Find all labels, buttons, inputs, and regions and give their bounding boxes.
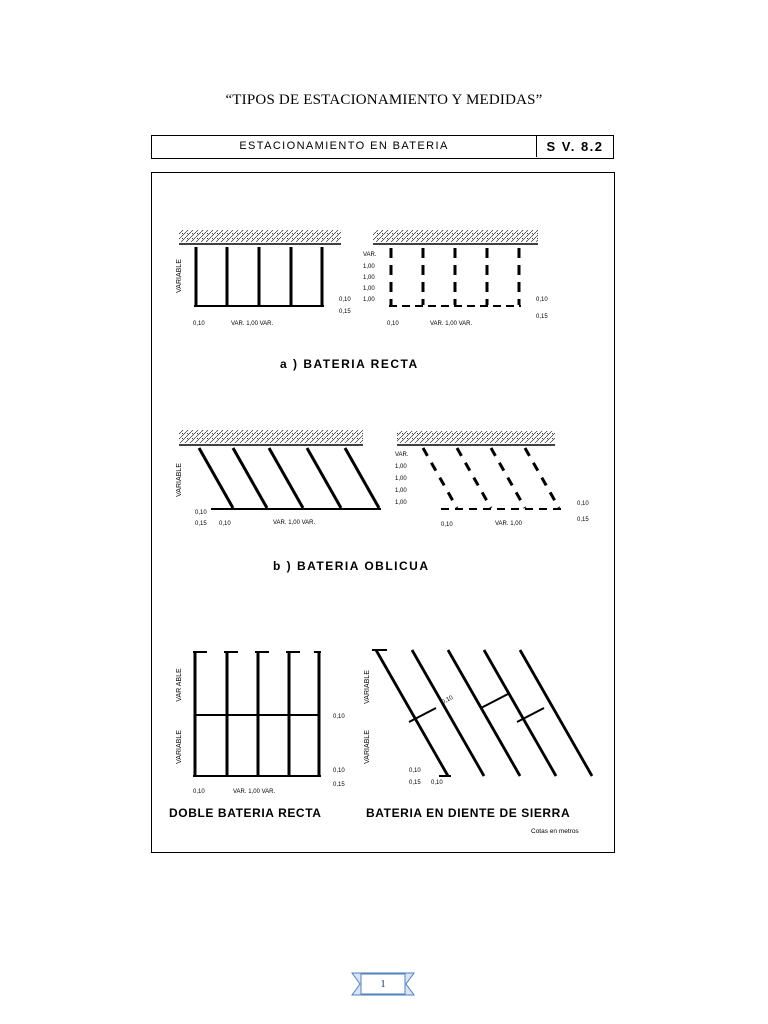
dim-label: 1,00 (395, 476, 407, 482)
stall-line (520, 650, 592, 776)
stall-line (233, 448, 267, 508)
recta-left-diagram (176, 230, 351, 327)
stall-line (412, 650, 484, 776)
stall-line (484, 650, 556, 776)
stall-line (307, 448, 341, 508)
dim-label: 1,00 (363, 275, 375, 281)
dim-label: 0,10 (219, 521, 231, 527)
dim-label: 0,15 (339, 309, 351, 315)
sheet-code: S V. 8.2 (546, 139, 604, 154)
dim-label: 1,00 (363, 297, 375, 303)
curb-hatch (179, 230, 341, 242)
dim-label: 0,15 (333, 782, 345, 788)
doble-diagram (176, 652, 345, 795)
dim-label: 0,15 (409, 780, 421, 786)
dim-label: 0,10 (195, 510, 207, 516)
caption-doble: DOBLE BATERIA RECTA (169, 806, 322, 820)
dim-var-able: VAR ABLE (176, 668, 183, 702)
stall-line (269, 448, 303, 508)
dim-label: 0,10 (577, 501, 589, 507)
dim-label: 0,15 (195, 521, 207, 527)
stall-line (345, 448, 379, 508)
tooth-divider (481, 694, 508, 708)
sheet-header-title: ESTACIONAMIENTO EN BATERIA (152, 136, 537, 157)
curb-hatch (397, 431, 555, 443)
dim-bottom: VAR. 1,00 VAR. (231, 321, 274, 327)
dim-label: 0,10 (387, 321, 399, 327)
oblicua-right-diagram (395, 431, 589, 528)
dim-label: 0,10 (193, 789, 205, 795)
stall-line-dashed (525, 448, 559, 508)
dim-label: 0,10 (536, 297, 548, 303)
dim-label: 1,00 (363, 264, 375, 270)
sierra-diagram (364, 650, 592, 786)
dim-label: 0,10 (333, 768, 345, 774)
parking-drawing (151, 172, 615, 853)
dim-label: 1,00 (395, 500, 407, 506)
dim-label: 0,10 (339, 297, 351, 303)
dim-label: 0,10 (441, 522, 453, 528)
dim-label: VAR. (363, 252, 377, 258)
dim-label: 1,00 (363, 286, 375, 292)
dim-variable-top: VARIABLE (364, 670, 371, 704)
dim-label: 1,00 (395, 488, 407, 494)
document-title: “TIPOS DE ESTACIONAMIENTO Y MEDIDAS” (225, 92, 543, 108)
dim-label: 0,10 (441, 694, 455, 706)
curb-hatch (373, 230, 538, 242)
dim-bottom: VAR. 1,00 VAR. (273, 520, 316, 526)
dim-label: 0,10 (431, 780, 443, 786)
dim-label: 1,00 (395, 464, 407, 470)
curb-hatch (179, 430, 363, 443)
stall-line-dashed (423, 448, 457, 508)
stall-line (199, 448, 233, 508)
oblicua-left-diagram (176, 430, 381, 527)
dim-bottom: VAR. 1,00 VAR. (233, 789, 276, 795)
dim-variable: VARIABLE (176, 463, 183, 497)
page-number: 1 (380, 978, 386, 990)
stall-line-dashed (491, 448, 525, 508)
dim-label: 0,10 (409, 768, 421, 774)
dim-variable-bottom: VARIABLE (364, 730, 371, 764)
units-note: Cotas en metros (531, 828, 579, 835)
stall-line (376, 650, 448, 776)
stall-line-dashed (457, 448, 491, 508)
dim-label: 0,10 (333, 714, 345, 720)
dim-label: 0,15 (536, 314, 548, 320)
stall-line (448, 650, 520, 776)
dim-variable: VARIABLE (176, 730, 183, 764)
caption-sierra: BATERIA EN DIENTE DE SIERRA (366, 806, 571, 820)
caption-recta: a ) BATERIA RECTA (280, 357, 419, 371)
sheet-header (151, 135, 614, 159)
dim-label: 0,10 (193, 321, 205, 327)
dim-label: 0,15 (577, 517, 589, 523)
dim-bottom: VAR. 1,00 VAR. (430, 321, 473, 327)
dim-label: VAR. (395, 452, 409, 458)
caption-oblicua: b ) BATERIA OBLICUA (273, 559, 430, 573)
recta-right-diagram (363, 230, 548, 327)
dim-variable: VARIABLE (176, 259, 183, 293)
dim-bottom: VAR. 1,00 (495, 521, 522, 527)
